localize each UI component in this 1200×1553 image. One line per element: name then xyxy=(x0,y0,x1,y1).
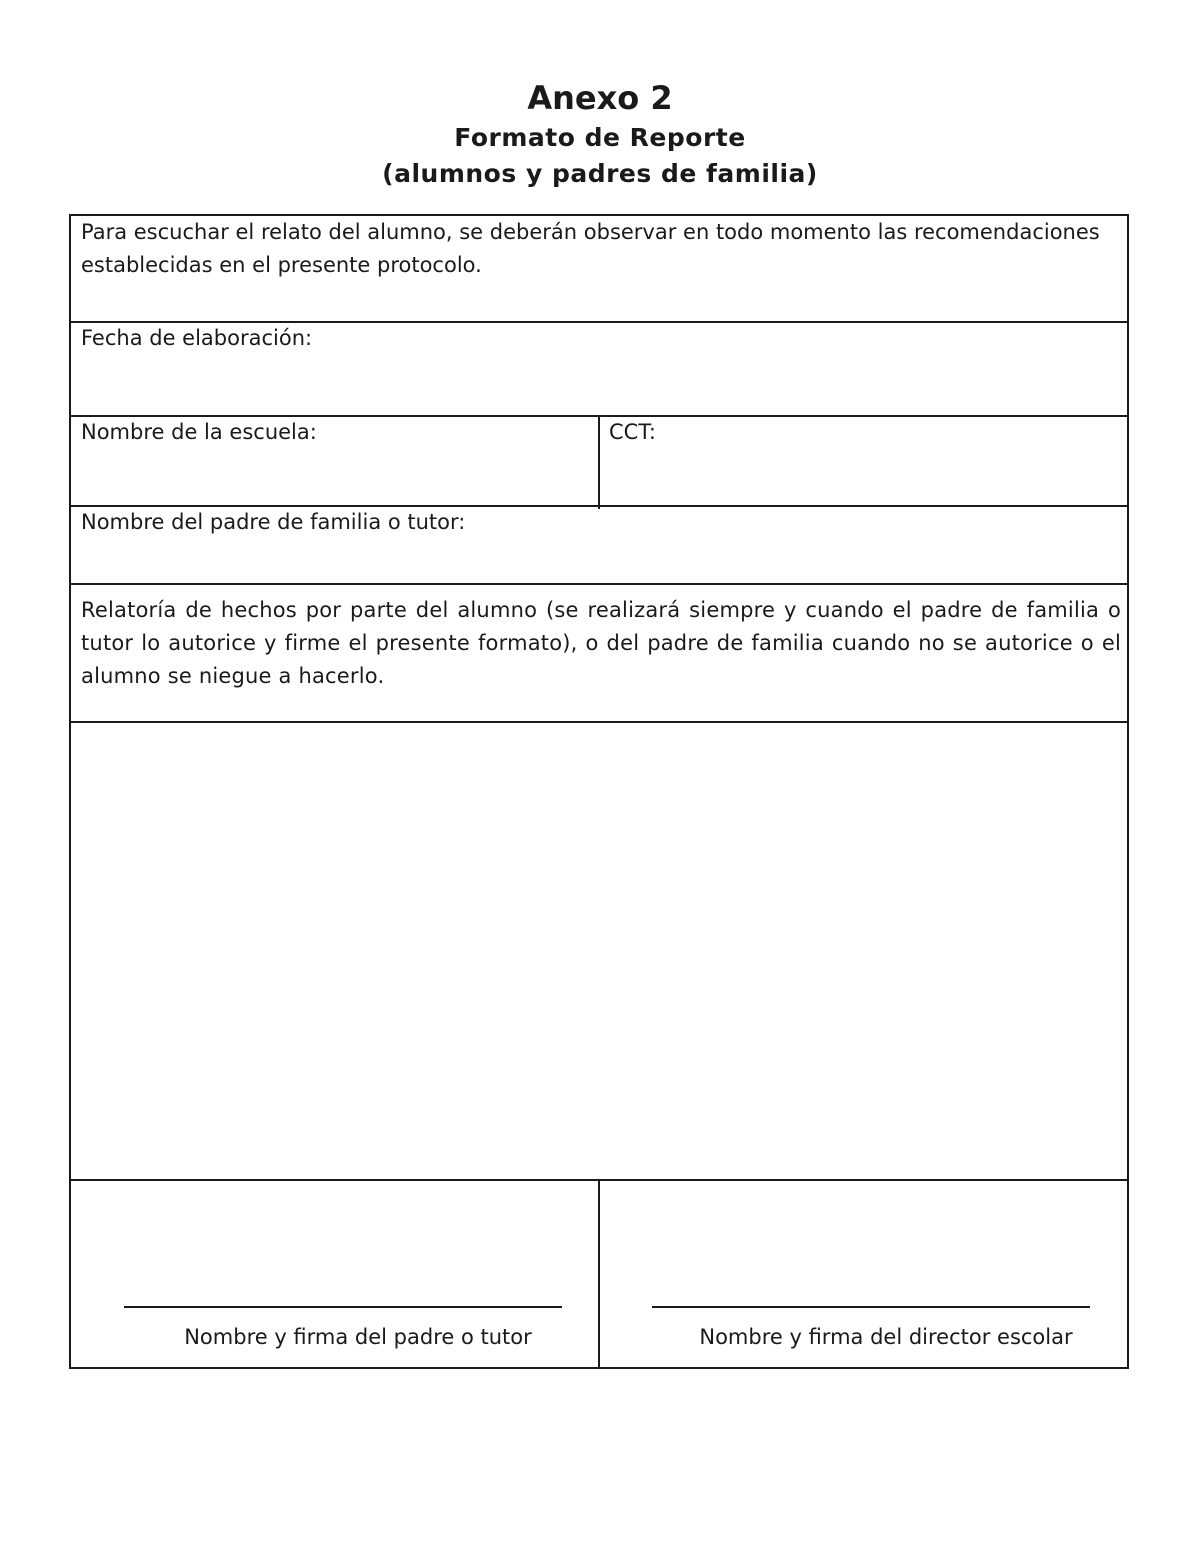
parent-signature-label: Nombre y firma del padre o tutor xyxy=(184,1325,532,1349)
director-signature-area[interactable] xyxy=(601,1181,1127,1367)
intro-line-2: establecidas en el presente protocolo. xyxy=(81,253,482,277)
padre-field[interactable] xyxy=(71,508,1127,582)
fecha-field[interactable] xyxy=(71,324,1127,414)
cct-label: CCT: xyxy=(609,420,656,444)
relatoria-label: Relatoría de hechos por parte del alumno (se realizará siempre y cuando el padre de familia o tutor lo autorice y firme el presente formato), o del padre de familia cuando no se autorice o el alumno se niegue a hacerlo. xyxy=(81,598,1121,688)
document-title: Anexo 2 xyxy=(527,79,673,117)
divider xyxy=(598,1179,600,1369)
document-subtitle-scope: (alumnos y padres de familia) xyxy=(382,159,818,188)
cct-field[interactable] xyxy=(601,418,1127,506)
parent-signature-area[interactable] xyxy=(71,1181,597,1367)
director-signature-line xyxy=(652,1306,1090,1308)
report-form xyxy=(69,214,1129,1369)
director-signature-label: Nombre y firma del director escolar xyxy=(699,1325,1073,1349)
divider xyxy=(598,416,600,509)
padre-label: Nombre del padre de familia o tutor: xyxy=(81,510,466,534)
escuela-field[interactable] xyxy=(71,418,597,506)
escuela-label: Nombre de la escuela: xyxy=(81,420,317,444)
parent-signature-line xyxy=(124,1306,562,1308)
document-subtitle: Formato de Reporte xyxy=(454,123,746,152)
relatoria-field[interactable] xyxy=(71,723,1127,1178)
intro-text xyxy=(81,217,1111,281)
intro-line-1: Para escuchar el relato del alumno, se deberán observar en todo momento las recomendaciones xyxy=(81,220,1100,244)
divider xyxy=(71,583,1127,585)
fecha-label: Fecha de elaboración: xyxy=(81,326,313,350)
